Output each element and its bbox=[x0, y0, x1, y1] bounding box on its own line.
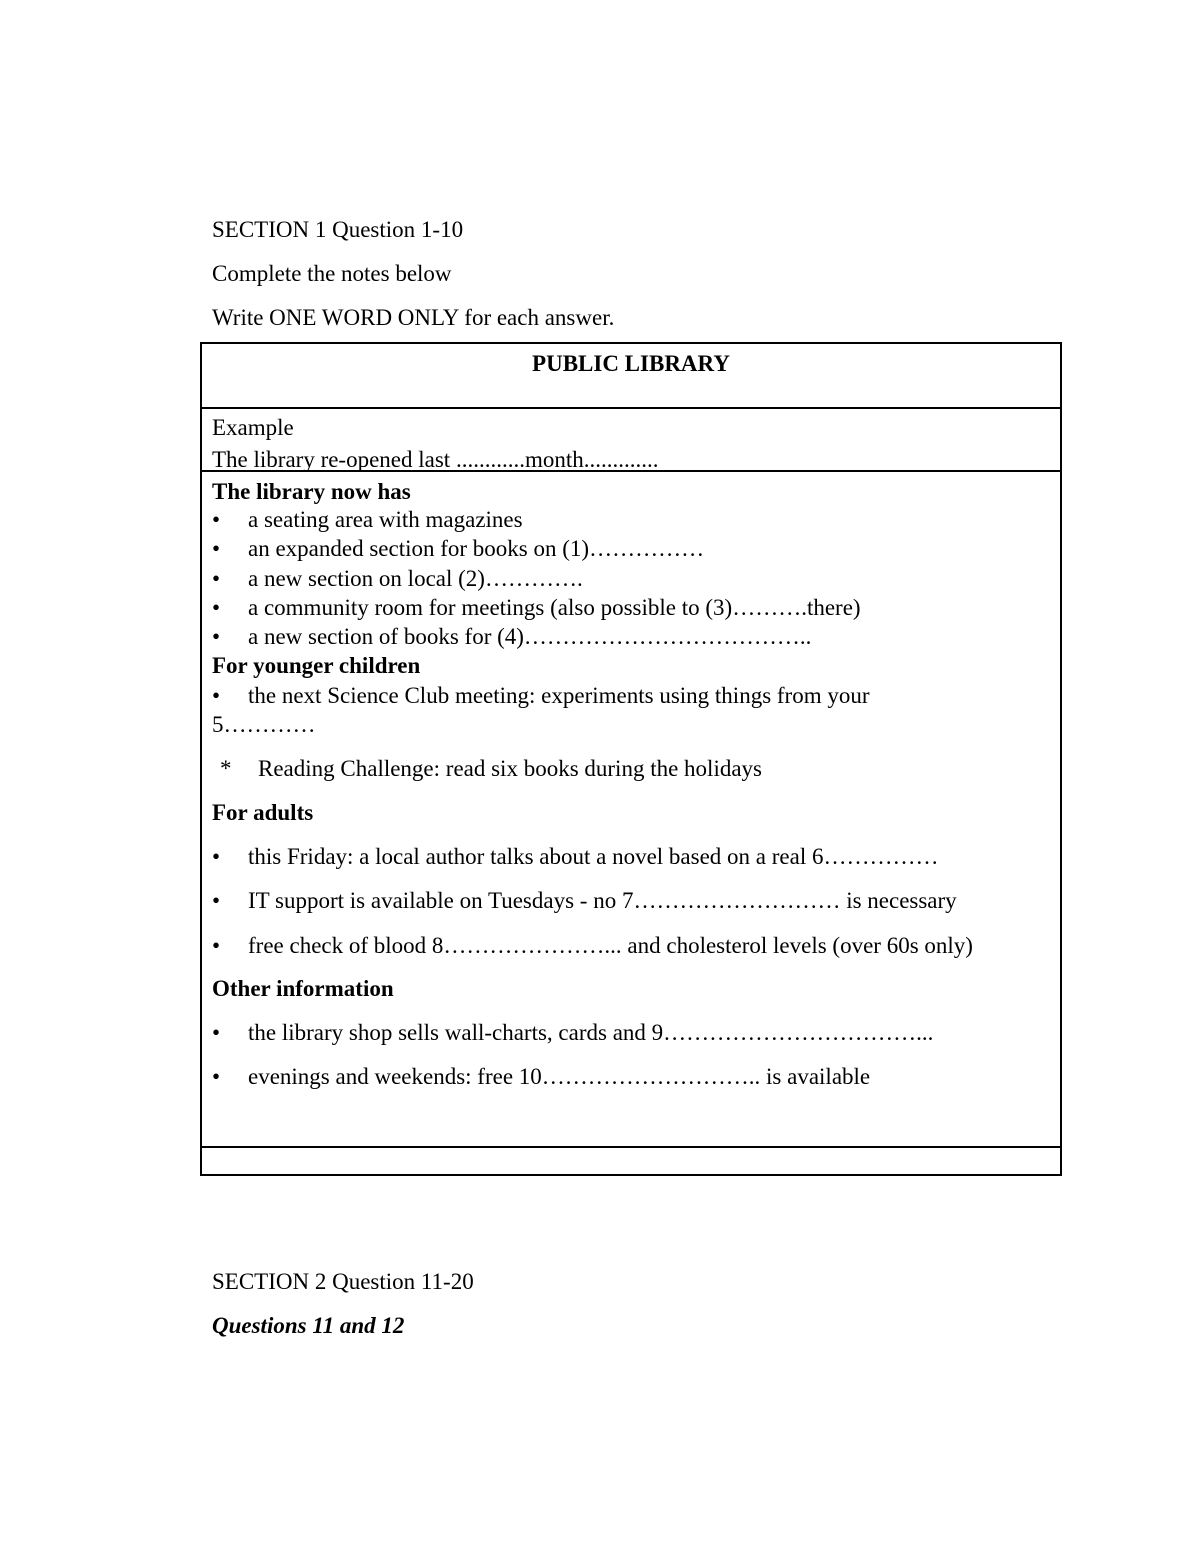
bullet-icon: • bbox=[212, 933, 221, 958]
bullet-icon: • bbox=[212, 536, 221, 561]
public-library-notes-table bbox=[200, 342, 1062, 1176]
list-item: this Friday: a local author talks about a novel based on a real 6…………… bbox=[248, 844, 939, 869]
bullet-icon: • bbox=[212, 1020, 221, 1045]
bullet-icon: • bbox=[212, 888, 221, 913]
table-divider bbox=[202, 407, 1060, 409]
table-title: PUBLIC LIBRARY bbox=[532, 351, 730, 376]
star-icon: * bbox=[220, 756, 232, 781]
list-item: IT support is available on Tuesdays - no 7……………………… is necessary bbox=[248, 888, 957, 913]
bullet-icon: • bbox=[212, 683, 221, 708]
example-text: The library re-opened last ............month............. bbox=[212, 447, 659, 472]
section1-instruction-complete: Complete the notes below bbox=[212, 261, 452, 286]
bullet-icon: • bbox=[212, 844, 221, 869]
list-item: an expanded section for books on (1)…………… bbox=[248, 536, 705, 561]
section1-heading: SECTION 1 Question 1-10 bbox=[212, 217, 464, 242]
table-divider bbox=[202, 1146, 1060, 1148]
section2-subheading: Questions 11 and 12 bbox=[212, 1313, 405, 1338]
group-heading-adults: For adults bbox=[212, 800, 314, 825]
group-heading-younger-children: For younger children bbox=[212, 653, 421, 678]
section1-instruction-one-word: Write ONE WORD ONLY for each answer. bbox=[212, 305, 615, 330]
group-heading-library-now-has: The library now has bbox=[212, 479, 411, 504]
list-item: a new section on local (2)…………. bbox=[248, 566, 583, 591]
group-heading-other-information: Other information bbox=[212, 976, 394, 1001]
example-label: Example bbox=[212, 415, 294, 440]
bullet-icon: • bbox=[212, 595, 221, 620]
bullet-icon: • bbox=[212, 507, 221, 532]
list-item: Reading Challenge: read six books during the holidays bbox=[258, 756, 762, 781]
section2-heading: SECTION 2 Question 11-20 bbox=[212, 1269, 474, 1294]
bullet-icon: • bbox=[212, 566, 221, 591]
list-item: free check of blood 8…………………... and cholesterol levels (over 60s only) bbox=[248, 933, 973, 958]
list-item: evenings and weekends: free 10……………………….. is available bbox=[248, 1064, 871, 1089]
list-item: the next Science Club meeting: experiments using things from your bbox=[248, 683, 870, 708]
list-item: a seating area with magazines bbox=[248, 507, 523, 532]
table-divider bbox=[202, 470, 1060, 472]
bullet-icon: • bbox=[212, 624, 221, 649]
bullet-icon: • bbox=[212, 1064, 221, 1089]
list-item: the library shop sells wall-charts, cards and 9……………………………... bbox=[248, 1020, 934, 1045]
list-item-continuation: 5………… bbox=[212, 712, 316, 737]
list-item: a community room for meetings (also possible to (3)……….there) bbox=[248, 595, 861, 620]
list-item: a new section of books for (4)……………………………….. bbox=[248, 624, 812, 649]
